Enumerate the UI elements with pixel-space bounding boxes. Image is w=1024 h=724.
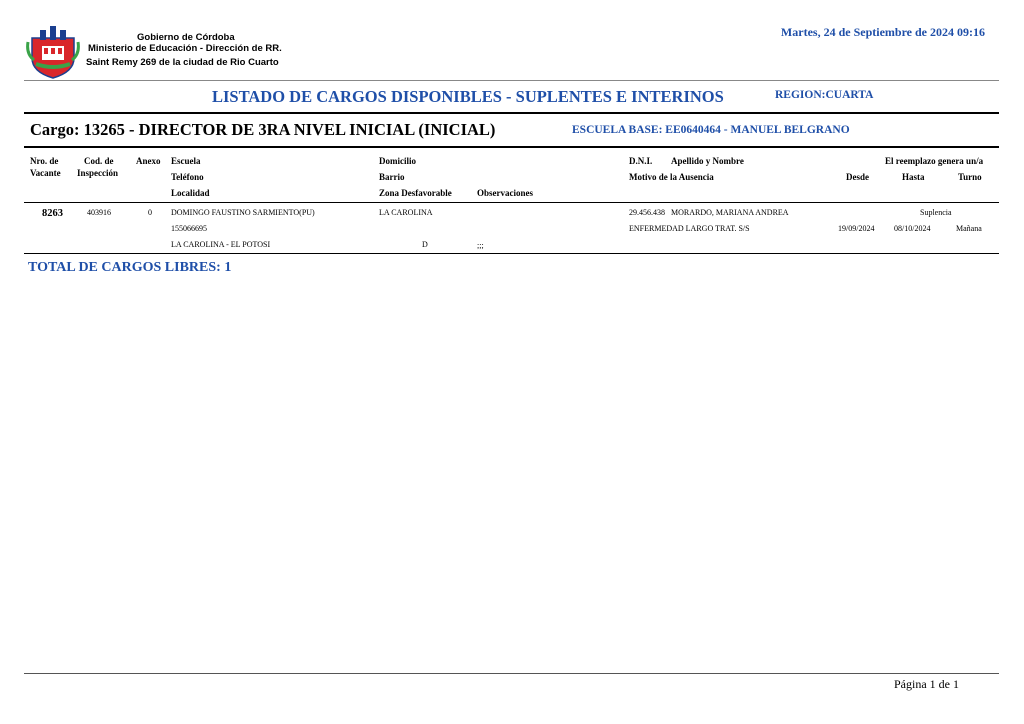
total-cargos-libres: TOTAL DE CARGOS LIBRES: 1 xyxy=(28,260,232,275)
col-nro-vacante-2: Vacante xyxy=(30,168,61,178)
region-label: REGION:CUARTA xyxy=(775,89,874,101)
header-org-line-1: Gobierno de Córdoba xyxy=(137,32,235,43)
cell-motivo-ausencia: ENFERMEDAD LARGO TRAT. S/S xyxy=(629,224,750,233)
col-observaciones: Observaciones xyxy=(477,188,533,198)
col-zona-desfavorable: Zona Desfavorable xyxy=(379,188,452,198)
col-desde: Desde xyxy=(846,172,869,182)
cell-telefono: 155066695 xyxy=(171,224,207,233)
escuela-base-label: ESCUELA BASE: EE0640464 - MANUEL BELGRANO xyxy=(572,124,850,136)
cargo-label: Cargo: 13265 - DIRECTOR DE 3RA NIVEL INICIAL (INICIAL) xyxy=(30,120,496,139)
col-nro-vacante-1: Nro. de xyxy=(30,156,59,166)
cell-cod-inspeccion: 403916 xyxy=(87,208,111,217)
col-localidad: Localidad xyxy=(171,188,210,198)
cell-desde: 19/09/2024 xyxy=(838,224,875,233)
col-cod-inspeccion-1: Cod. de xyxy=(84,156,114,166)
title-divider xyxy=(24,112,999,114)
col-cod-inspeccion-2: Inspección xyxy=(77,168,119,178)
footer-divider xyxy=(24,673,999,674)
col-anexo: Anexo xyxy=(136,156,161,166)
cell-anexo: 0 xyxy=(148,208,152,217)
header-org-line-3: Saint Remy 269 de la ciudad de Rio Cuarto xyxy=(86,57,279,68)
cargo-divider xyxy=(24,146,999,148)
header-org-line-2: Ministerio de Educación - Dirección de RR. xyxy=(88,43,282,54)
col-hasta: Hasta xyxy=(902,172,925,182)
cell-nro-vacante: 8263 xyxy=(42,208,63,219)
cell-reemplazo: Suplencia xyxy=(920,208,952,217)
col-escuela: Escuela xyxy=(171,156,201,166)
cell-observaciones: ;;; xyxy=(477,241,484,250)
page-number: Página 1 de 1 xyxy=(894,677,959,691)
col-turno: Turno xyxy=(958,172,982,182)
report-title: LISTADO DE CARGOS DISPONIBLES - SUPLENTES E INTERINOS xyxy=(212,87,724,106)
column-header-divider xyxy=(24,202,999,203)
col-motivo-ausencia: Motivo de la Ausencia xyxy=(629,172,714,182)
cell-turno: Mañana xyxy=(956,224,982,233)
col-barrio: Barrio xyxy=(379,172,405,182)
cell-dni: 29.456.438 xyxy=(629,208,665,217)
cell-escuela: DOMINGO FAUSTINO SARMIENTO(PU) xyxy=(171,208,315,217)
col-reemplazo: El reemplazo genera un/a xyxy=(885,156,984,166)
cordoba-coat-of-arms-logo xyxy=(26,24,80,80)
col-domicilio: Domicilio xyxy=(379,156,416,166)
table-bottom-divider xyxy=(24,253,999,254)
col-dni: D.N.I. xyxy=(629,156,653,166)
col-telefono: Teléfono xyxy=(171,172,204,182)
cell-localidad: LA CAROLINA - EL POTOSI xyxy=(171,240,271,249)
header-datetime: Martes, 24 de Septiembre de 2024 09:16 xyxy=(780,25,985,39)
cell-hasta: 08/10/2024 xyxy=(894,224,931,233)
header-divider xyxy=(24,80,999,81)
cell-domicilio: LA CAROLINA xyxy=(379,208,433,217)
cell-zona-desfavorable: D xyxy=(422,240,428,249)
cell-apellido-nombre: MORARDO, MARIANA ANDREA xyxy=(671,208,789,217)
col-apellido-nombre: Apellido y Nombre xyxy=(671,156,744,166)
